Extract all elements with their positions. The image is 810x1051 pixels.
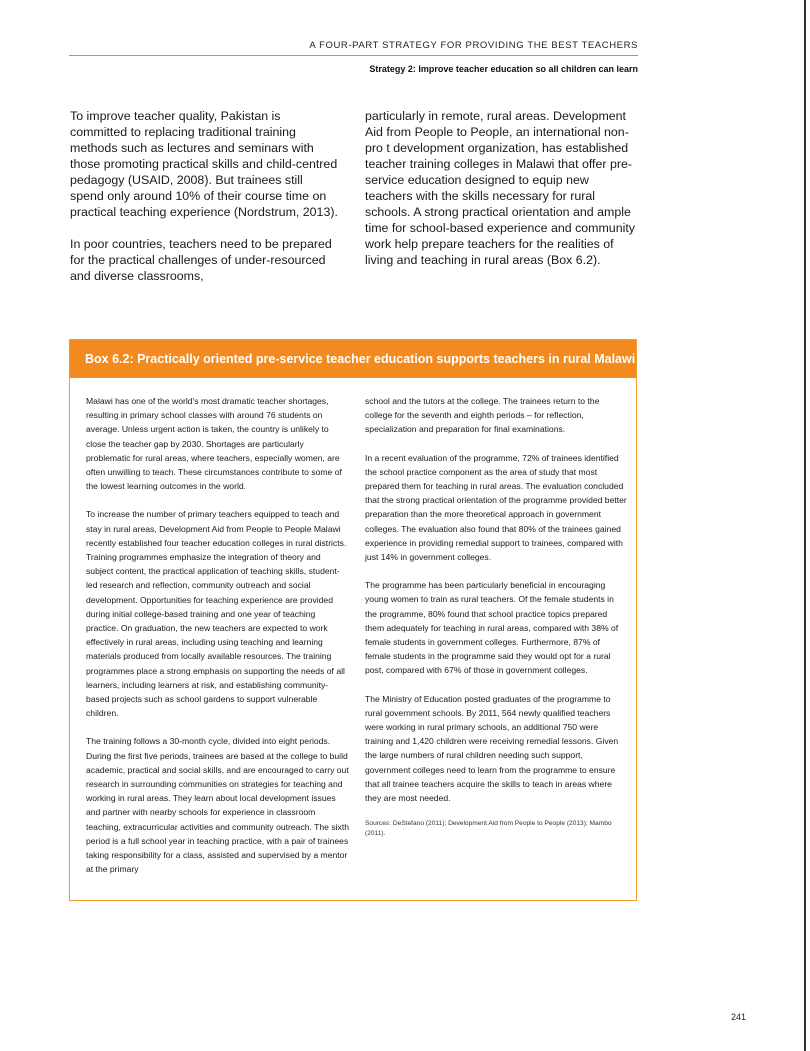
page-number: 241	[731, 1012, 747, 1022]
box-paragraph: Malawi has one of the world’s most dramatic teacher shortages, resulting in primary school classes with around 76 students on average. Unless urgent action is taken, the country is unlikely to close the teacher gap by 2030. Shortages are particularly problematic for rural areas, where teachers, especially women, are often unwilling to teach. These circumstances contribute to some of the lowest learning outcomes in the world.	[86, 396, 342, 492]
box-paragraph: To increase the number of primary teachers equipped to teach and stay in rural areas, Development Aid from People to People Malawi recently established four teacher education colleges in rural districts. Training programmes emphasize the integration of theory and subject content, the practical application of teaching skills, student-led research and reflection, community outreach and social development. Opportunities for teaching experience are provided during initial college-based training and one year of teaching practice. On graduation, the new teachers are expected to work effectively in rural areas, including using teaching and learning materials produced from locally available resources. The training programmes place a strong emphasis on supporting the needs of all learners, including learners at risk, and establishing community-based projects such as school gardens to support vulnerable children.	[86, 509, 347, 719]
intro-left-column	[70, 108, 338, 300]
box-paragraph: The training follows a 30-month cycle, divided into eight periods. During the first five periods, trainees are based at the college to build academic, practical and social skills, and are encouraged to carry out research in surrounding communities on strategies for teaching and working in rural areas. They learn about local development issues and partner with nearby schools for experience in classroom teaching, extracurricular activities and community outreach. The sixth period is a full school year in teaching practice, with a pair of trainees taking responsibility for a class, assisted and supervised by a mentor at the primary	[86, 736, 350, 875]
intro-paragraph: particularly in remote, rural areas. Development Aid from People to People, an international non-pro t development organization, has established teacher training colleges in Malawi that offer pre-service education designed to equip new teachers with the skills necessary for rural schools. A strong practical orientation and ample time for school-based experience and community work help prepare teachers for the realities of living and teaching in rural areas (Box 6.2).	[365, 109, 635, 267]
box-6-2	[69, 339, 637, 901]
box-left-column	[86, 394, 350, 891]
header-divider	[69, 55, 638, 56]
box-paragraph: In a recent evaluation of the programme, 72% of trainees identified the school practice component as the area of study that most prepared them for teaching in rural areas. The evaluation concluded that the strong practical orientation of the programme provided better preparation than the more theoretical approach in government colleges. The evaluation also found that 80% of the trainees gained experience in providing remedial support to trainees, compared with just 14% in government colleges.	[365, 452, 627, 563]
box-title: Box 6.2: Practically oriented pre-service teacher education supports teachers in rural Malawi	[70, 340, 636, 378]
running-header-subtitle: Strategy 2: Improve teacher education so all children can learn	[369, 64, 638, 74]
box-sources: Sources: DeStefano (2011); Development Aid from People to People (2013); Mambo (2011).	[365, 820, 612, 838]
box-paragraph: The programme has been particularly beneficial in encouraging young women to train as rural teachers. Of the female students in the programme, 80% found that school practice topics prepared them adequately for teaching in rural areas, compared with 38% of female students in government colleges. Furthermore, 87% of female students in the programme said they would opt for a rural post, compared with 67% of those in government colleges.	[365, 580, 619, 676]
box-paragraph: The Ministry of Education posted graduates of the programme to rural government schools. By 2011, 564 newly qualified teachers were working in rural primary schools, an additional 750 were training and 1,420 children were receiving remedial lessons. Given the large numbers of rural children needing such support, government colleges need to learn from the programme to ensure that all trainee teachers acquire the skills to teach in areas where they are most needed.	[365, 693, 619, 804]
box-right-column	[365, 394, 627, 839]
intro-paragraph: To improve teacher quality, Pakistan is committed to replacing traditional training methods such as lectures and seminars with those promoting practical skills and child-centred pedagogy (USAID, 2008). But trainees still spend only around 10% of their course time on practical teaching experience (Nordstrum, 2013).	[70, 109, 338, 219]
running-header-title: A FOUR-PART STRATEGY FOR PROVIDING THE BEST TEACHERS	[309, 40, 638, 51]
intro-paragraph: In poor countries, teachers need to be prepared for the practical challenges of under-resourced and diverse classrooms,	[70, 237, 332, 283]
box-paragraph: school and the tutors at the college. The trainees return to the college for the seventh and eighth periods – for reflection, specialization and preparation for final examinations.	[365, 396, 600, 435]
intro-right-column	[365, 108, 635, 284]
